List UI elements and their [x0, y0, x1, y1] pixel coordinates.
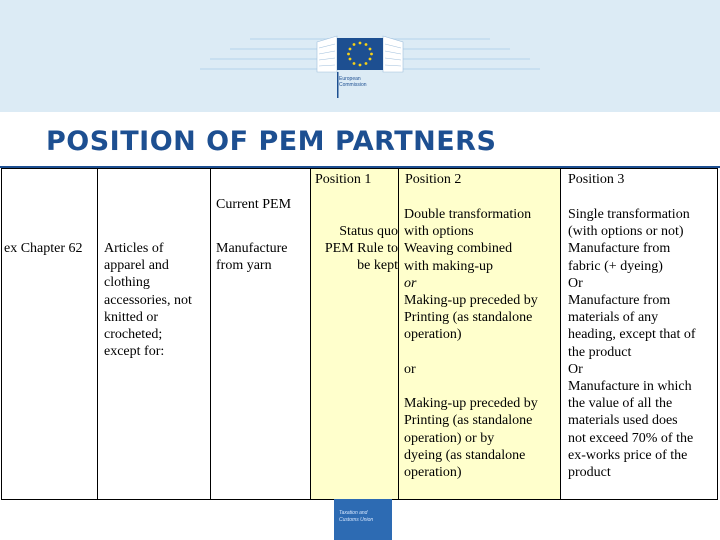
- logo-caption: European Commission: [339, 76, 367, 88]
- current-pem-rule: [216, 240, 308, 274]
- position2-line: Printing (as standalone: [404, 310, 533, 326]
- position1-line: Status quo: [339, 224, 398, 239]
- position3-line: Manufacture from: [568, 293, 671, 309]
- position3-line: the value of all the: [568, 396, 673, 412]
- description-line: apparel and: [104, 258, 169, 274]
- position3-line: Manufacture from: [568, 241, 671, 257]
- description-line: knitted or: [104, 309, 159, 325]
- header-banner: [0, 0, 720, 112]
- description-line: accessories, not: [104, 292, 192, 308]
- position1-line: PEM Rule to: [324, 241, 398, 257]
- position3-line: Single transformation: [568, 207, 690, 222]
- position2-line: Printing (as standalone: [404, 413, 533, 429]
- position2-line: dyeing (as standalone: [404, 447, 526, 463]
- position3-line: Or: [568, 361, 583, 377]
- position2-line: Making-up preceded by: [404, 293, 538, 309]
- position3-line: product: [568, 465, 611, 481]
- position2-line: or: [404, 275, 417, 291]
- taxation-customs-union-logo: Taxation and Customs Union: [334, 499, 392, 540]
- description-line: clothing: [104, 275, 150, 291]
- position3-line: materials of any: [568, 310, 659, 326]
- position3-line: Or: [568, 275, 583, 291]
- position2-line: operation) or by: [404, 430, 495, 446]
- description-line: Articles of: [104, 241, 164, 256]
- position2-line: Double transformation: [404, 207, 532, 222]
- chapter-code: ex Chapter 62: [4, 241, 83, 256]
- position3-line: not exceed 70% of the: [568, 430, 694, 446]
- header-position-1: Position 1: [315, 172, 372, 187]
- description-line: crocheted;: [104, 327, 163, 343]
- position2-line: [404, 378, 560, 395]
- european-commission-logo: [315, 14, 405, 104]
- current-line: Manufacture: [216, 241, 288, 256]
- position3-line: the product: [568, 344, 632, 360]
- position3-line: heading, except that of: [568, 327, 696, 343]
- header-position-3: Position 3: [568, 172, 625, 187]
- position-1-text: [312, 223, 398, 275]
- position-3-text: [568, 206, 718, 481]
- position-2-text: [404, 206, 560, 481]
- position2-line: with making-up: [404, 258, 494, 274]
- position2-line: with options: [404, 224, 474, 240]
- position2-line: [404, 344, 560, 361]
- current-line: from yarn: [216, 258, 272, 274]
- position2-line: Making-up preceded by: [404, 396, 538, 412]
- position1-line: be kept: [357, 258, 398, 274]
- position2-line: operation): [404, 327, 462, 343]
- position3-line: ex-works price of the: [568, 447, 688, 463]
- position2-line: operation): [404, 465, 462, 481]
- position2-line: or: [404, 361, 416, 377]
- position3-line: Manufacture in which: [568, 379, 692, 395]
- position3-line: fabric (+ dyeing): [568, 258, 663, 274]
- description-line: except for:: [104, 344, 165, 360]
- position3-line: (with options or not): [568, 224, 684, 240]
- header-current-pem: Current PEM: [216, 197, 292, 212]
- header-position-2: Position 2: [405, 172, 462, 187]
- product-description: [104, 240, 209, 360]
- position2-line: Weaving combined: [404, 241, 513, 257]
- position3-line: materials used does: [568, 413, 678, 429]
- page-title: POSITION OF PEM PARTNERS: [46, 126, 497, 157]
